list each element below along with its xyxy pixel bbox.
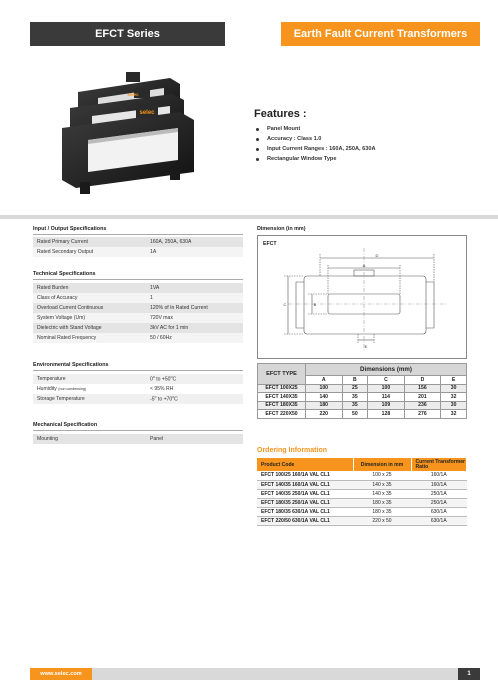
- spec-row: Storage Temperature -5$^o$ to $+70^oC$: [33, 394, 243, 404]
- mech-specs-table: [33, 434, 243, 444]
- page-number: 1: [458, 668, 480, 680]
- website-link[interactable]: www.selec.com: [30, 668, 92, 680]
- tech-specs-table: [33, 283, 243, 343]
- bullet-icon: [256, 148, 259, 151]
- feature-item: Rectangular Window Type: [254, 156, 376, 162]
- table-row: EFCT 180X35 180 35 109 236 30: [258, 401, 467, 410]
- spec-row: Overload Current Continuous 120% of In Rated Current: [33, 303, 243, 313]
- product-category-title: Earth Fault Current Transformers: [281, 22, 480, 46]
- spec-row: Humidity (non condensing) < 95% RH: [33, 384, 243, 394]
- table-row: EFCT 140/35 160/1A VAL CL1 140 x 35 160/1A: [257, 480, 467, 489]
- dim-letter: B: [313, 302, 317, 307]
- table-row: EFCT 220X50 220 50 128 276 32: [258, 410, 467, 419]
- dimension-title: Dimension (in mm): [257, 226, 306, 232]
- table-header: Dimensions (mm): [306, 364, 467, 376]
- features-section: [254, 108, 376, 166]
- tech-specs-title: Technical Specifications: [33, 271, 96, 277]
- io-specs-table: [33, 237, 243, 257]
- bullet-icon: [256, 128, 259, 131]
- env-specs-table: [33, 374, 243, 404]
- table-row: EFCT 100X25 100 25 100 156 30: [258, 384, 467, 393]
- dimension-diagram: [258, 236, 468, 360]
- dimensions-table: [257, 363, 467, 419]
- spec-row: System Voltage (Um) 720V max: [33, 313, 243, 323]
- footer-bar: [30, 668, 480, 680]
- drawing-label: EFCT: [263, 241, 277, 247]
- feature-item: Accuracy : Class 1.0: [254, 136, 376, 142]
- dim-letter: E: [364, 344, 368, 349]
- spec-row: Mounting Panel: [33, 434, 243, 444]
- brand-logo: selec: [139, 110, 155, 116]
- dim-letter: A: [362, 263, 366, 268]
- column-header: D: [404, 376, 441, 385]
- table-row: EFCT 100/25 160/1A VAL CL1 100 x 25 160/1A: [257, 471, 467, 480]
- product-image: [60, 60, 230, 200]
- spec-row: Class of Accuracy 1: [33, 293, 243, 303]
- env-specs-title: Environmental Specifications: [33, 362, 109, 368]
- mech-specs-title: Mechanical Specification: [33, 422, 98, 428]
- dim-letter: C: [283, 302, 287, 307]
- column-header: A: [306, 376, 343, 385]
- table-header: EFCT TYPE: [258, 364, 306, 385]
- table-row: EFCT 140X35 140 35 114 201 32: [258, 393, 467, 402]
- features-list: [254, 126, 376, 162]
- dim-letter: D: [375, 253, 379, 258]
- dimension-drawing: [257, 235, 467, 359]
- features-title: Features :: [254, 108, 307, 120]
- section-divider: [0, 215, 498, 219]
- series-title: EFCT Series: [30, 22, 225, 46]
- column-header: Dimension in mm: [353, 458, 411, 471]
- bullet-icon: [256, 138, 259, 141]
- column-header: Current Transformer Ratio: [411, 458, 467, 471]
- ordering-title: Ordering Information: [257, 447, 327, 454]
- spec-row: Nominal Rated Frequency 50 / 60Hz: [33, 333, 243, 343]
- column-header: C: [368, 376, 405, 385]
- table-row: EFCT 180/35 630/1A VAL CL1 180 x 35 630/1A: [257, 507, 467, 516]
- header-bar: [30, 22, 480, 46]
- column-header: E: [441, 376, 467, 385]
- table-row: EFCT 180/35 250/1A VAL CL1 180 x 35 250/1A: [257, 498, 467, 507]
- io-specs-title: Input / Output Specifications: [33, 226, 107, 232]
- bullet-icon: [256, 158, 259, 161]
- feature-item: Input Current Ranges : 160A, 250A, 630A: [254, 146, 376, 152]
- spec-row: Rated Primary Current 160A, 250A, 630A: [33, 237, 243, 247]
- table-row: EFCT 140/35 250/1A VAL CL1 140 x 35 250/1A: [257, 489, 467, 498]
- svg-text:selec: selec: [127, 92, 139, 97]
- spec-row: Temperature 0$^o$ to $+50^oC$: [33, 374, 243, 384]
- table-row: EFCT 220/50 630/1A VAL CL1 220 x 50 630/1A: [257, 516, 467, 525]
- spec-row: Dielectric with Stand Voltage 3kV AC for 1 min: [33, 323, 243, 333]
- feature-item: Panel Mount: [254, 126, 376, 132]
- column-header: B: [342, 376, 368, 385]
- column-header: Product Code: [257, 458, 353, 471]
- spec-row: Rated Burden 1VA: [33, 283, 243, 293]
- ordering-table: [257, 458, 467, 526]
- spec-row: Rated Secondary Output 1A: [33, 247, 243, 257]
